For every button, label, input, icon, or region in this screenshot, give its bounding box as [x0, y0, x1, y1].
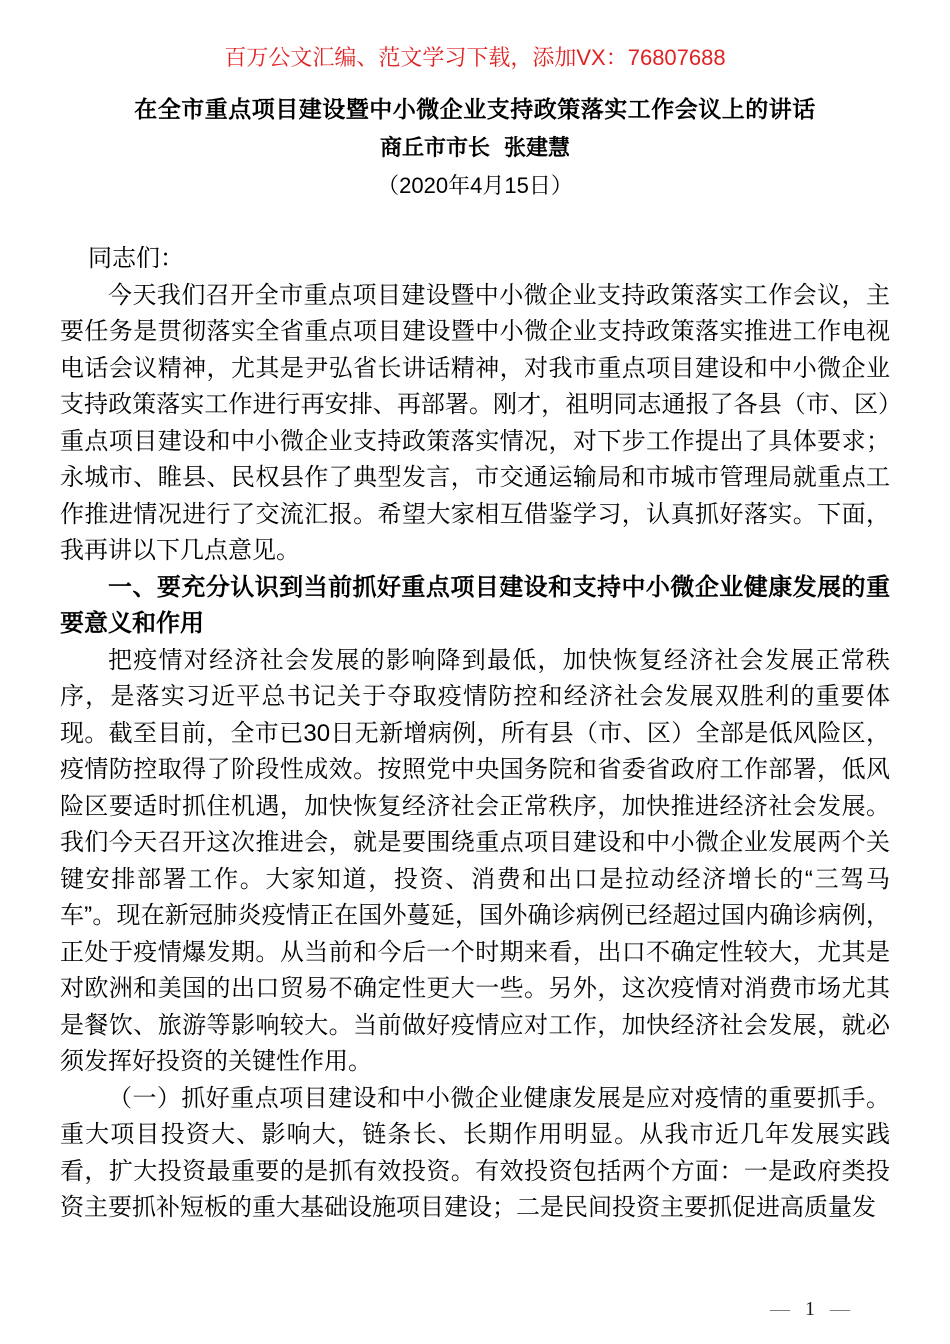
paragraph-epidemic: 把疫情对经济社会发展的影响降到最低，加快恢复经济社会发展正常秩序，是落实习近平总书记关于夺取疫情防控和经济社会发展双胜利的重要体现。截至目前，全市已30日无新增病例，所有县（市、区）全部是低风险区，疫情防控取得了阶段性成效。按照党中央国务院和省委省政府工作部署，低风险区要适时抓住机遇，加快恢复经济社会正常秩序，加快推进经济社会发展。我们今天召开这次推进会，就是要围绕重点项目建设和中小微企业发展两个关键安排部署工作。大家知道，投资、消费和出口是拉动经济增长的“三驾马车”。现在新冠肺炎疫情正在国外蔓延，国外确诊病例已经超过国内确诊病例，正处于疫情爆发期。从当前和今后一个时期来看，出口不确定性较大，尤其是对欧洲和美国的出口贸易不确定性更大一些。另外，这次疫情对消费市场尤其是餐饮、旅游等影响较大。当前做好疫情应对工作，加快经济社会发展，就必须发挥好投资的关键性作用。 — [60, 646, 890, 1075]
page-number-dash-right: — — [830, 1298, 850, 1320]
paragraph-intro: 今天我们召开全市重点项目建设暨中小微企业支持政策落实工作会议，主要任务是贯彻落实全省重点项目建设暨中小微企业支持政策落实推进工作电视电话会议精神，尤其是尹弘省长讲话精神，对我市重点项目建设和中小微企业支持政策落实工作进行再安排、再部署。刚才，祖明同志通报了各县（市、区）重点项目建设和中小微企业支持政策落实情况，对下步工作提出了具体要求；永城市、睢县、民权县作了典型发言，市交通运输局和市城市管理局就重点工作推进情况进行了交流汇报。希望大家相互借鉴学习，认真抓好落实。下面，我再讲以下几点意见。 — [60, 281, 890, 564]
salutation: 同志们： — [88, 245, 184, 272]
title-block — [0, 90, 950, 205]
header-notice: 百万公文汇编、范文学习下载，添加VX：76807688 — [224, 45, 726, 70]
document-author: 商丘市市长 张建慧 — [379, 135, 571, 160]
document-date: （2020年4月15日） — [377, 173, 573, 198]
page-number-value: 1 — [805, 1298, 815, 1320]
page-number-dash-left: — — [770, 1298, 790, 1320]
document-title: 在全市重点项目建设暨中小微企业支持政策落实工作会议上的讲话 — [134, 96, 816, 122]
document-body — [60, 241, 890, 1227]
paragraph-subsection-1: （一）抓好重点项目建设和中小微企业健康发展是应对疫情的重要抓手。重大项目投资大、影响大，链条长、长期作用明显。从我市近几年发展实践看，扩大投资最重要的是抓有效投资。有效投资包括两个方面：一是政府类投资主要抓补短板的重大基础设施项目建设；二是民间投资主要抓促进高质量发 — [60, 1084, 890, 1221]
page-number — [770, 1298, 850, 1320]
section-heading-1: 一、要充分认识到当前抓好重点项目建设和支持中小微企业健康发展的重要意义和作用 — [60, 573, 890, 637]
